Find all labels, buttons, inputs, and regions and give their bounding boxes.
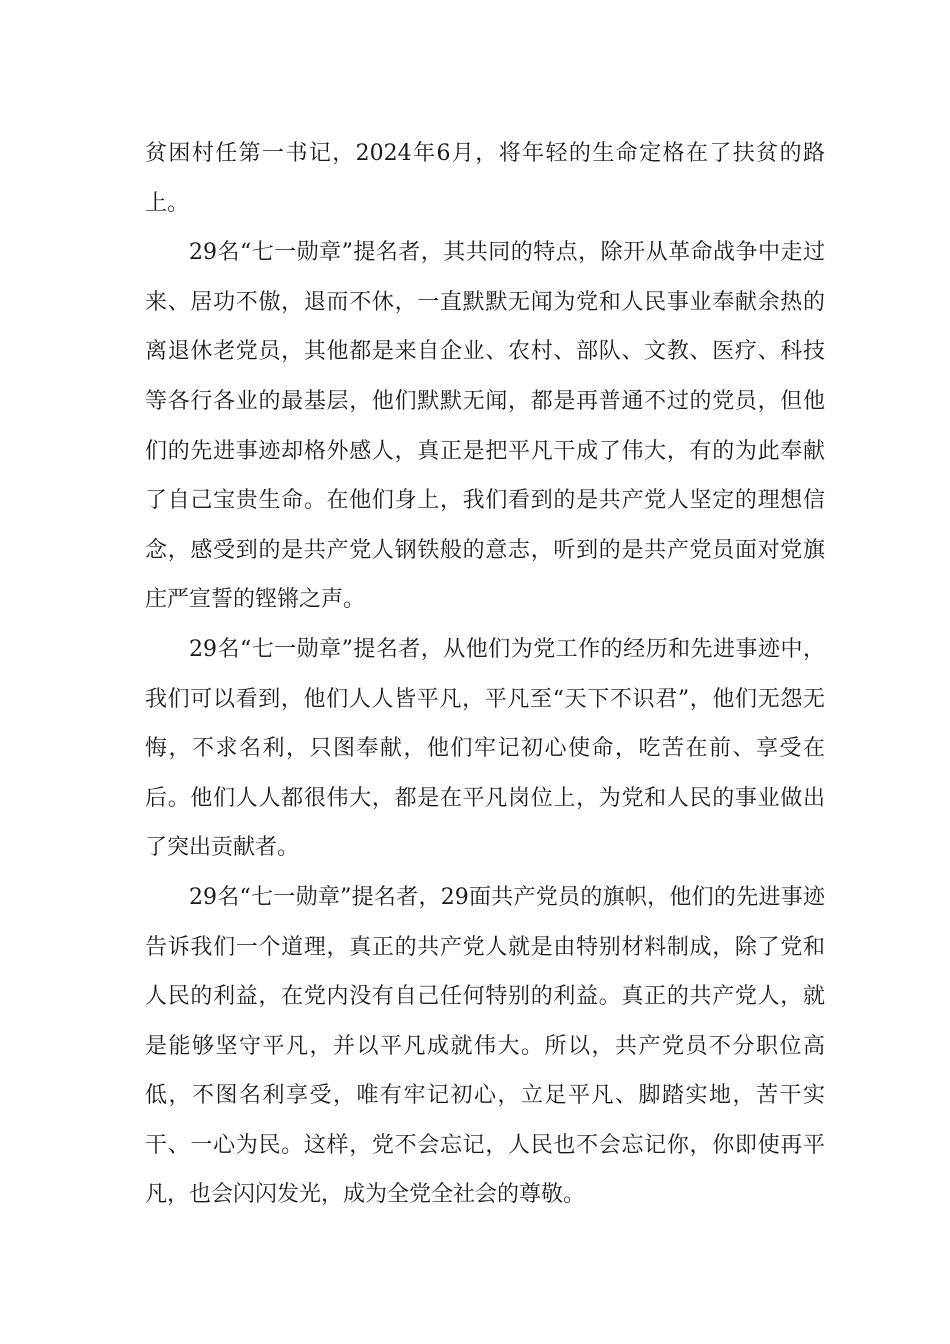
paragraph-ordinary-greatness: 29名“七一勋章”提名者，从他们为党工作的经历和先进事迹中，我们可以看到，他们人人皆平凡，平凡至“天下不识君”，他们无怨无悔，不求名利，只图奉献，他们牢记初心使命，吃苦在前、享受在后。他们人人都很伟大，都是在平凡岗位上，为党和人民的事业做出了突出贡献者。 — [145, 636, 825, 861]
paragraph-true-communists: 29名“七一勋章”提名者，29面共产党员的旗帜，他们的先进事迹告诉我们一个道理，真正的共产党人就是由特别材料制成，除了党和人民的利益，在党内没有自己任何特别的利益。真正的共产党人，就是能够坚守平凡，并以平凡成就伟大。所以，共产党员不分职位高低，不图名利享受，唯有牢记初心，立足平凡、脚踏实地，苦干实干、一心为民。这样，党不会忘记，人民也不会忘记你，你即使再平凡，也会闪闪发光，成为全党全社会的尊敬。 — [145, 884, 825, 1208]
paragraph-continuation: 贫困村任第一书记，2024年6月，将年轻的生命定格在了扶贫的路上。 — [145, 141, 825, 216]
document-body — [145, 129, 825, 1220]
paragraph-common-traits: 29名“七一勋章”提名者，其共同的特点，除开从革命战争中走过来、居功不傲，退而不休，一直默默无闻为党和人民事业奉献余热的离退休老党员，其他都是来自企业、农村、部队、文教、医疗、科技等各行各业的最基层，他们默默无闻，都是再普通不过的党员，但他们的先进事迹却格外感人，真正是把平凡干成了伟大，有的为此奉献了自己宝贵生命。在他们身上，我们看到的是共产党人坚定的理想信念，感受到的是共产党人钢铁般的意志，听到的是共产党员面对党旗庄严宣誓的铿锵之声。 — [145, 240, 825, 613]
